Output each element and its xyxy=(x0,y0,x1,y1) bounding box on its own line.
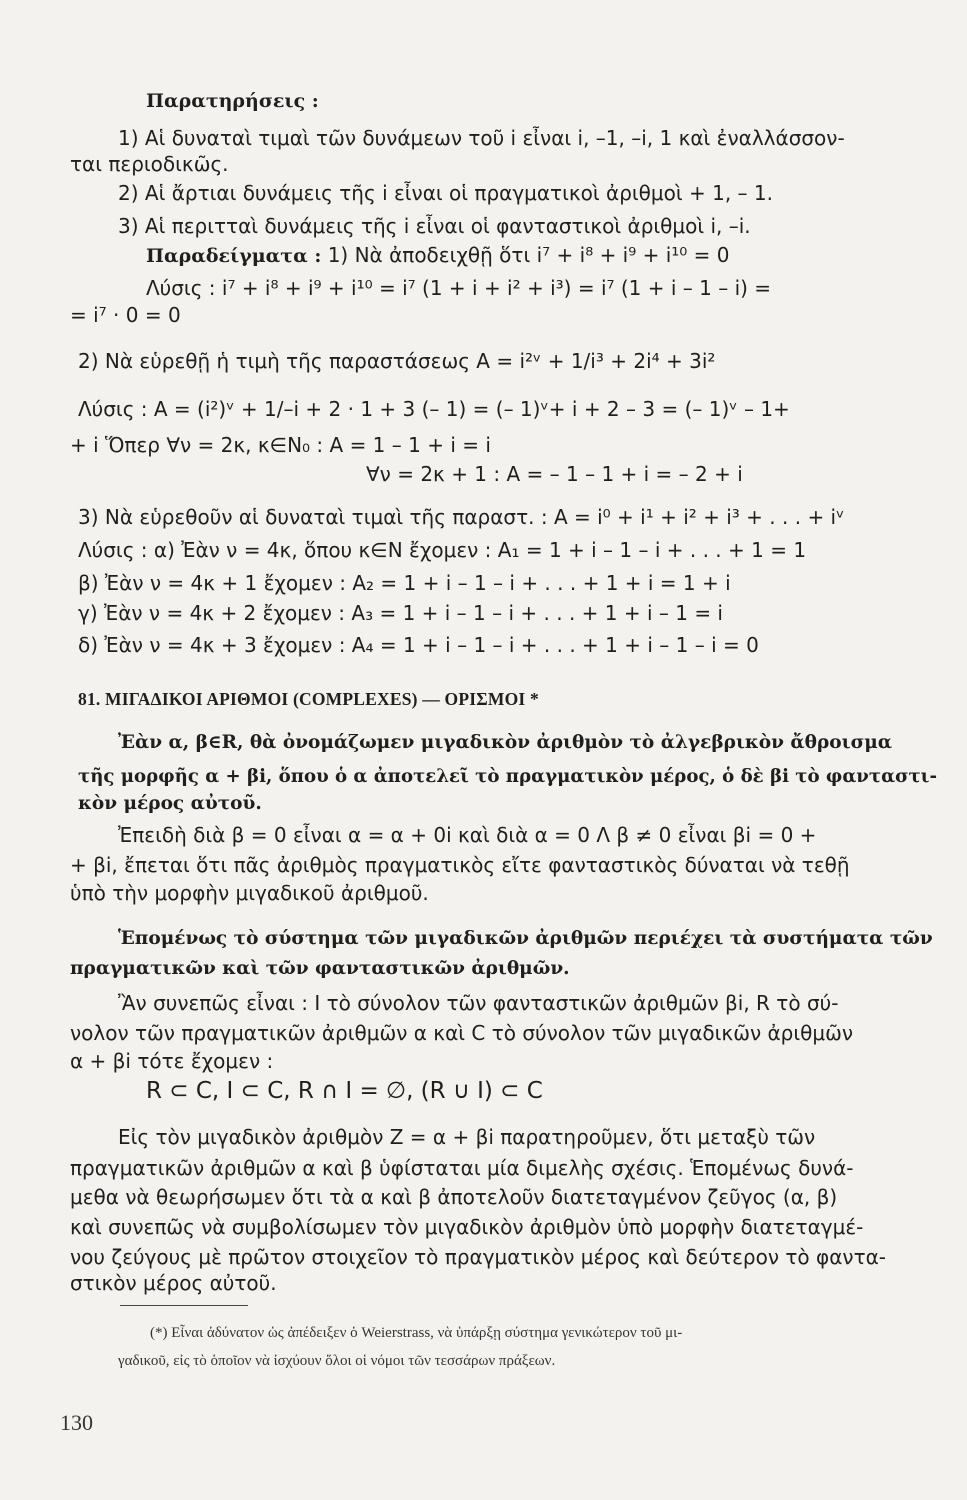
solution-line: + i Ὅπερ ∀ν = 2κ, κ∈N₀ : A = 1 – 1 + i = i xyxy=(70,433,491,457)
examples-heading: Παραδείγματα : xyxy=(146,245,322,267)
definition-line: τῆς μορφῆς α + βi, ὅπου ὁ α ἀποτελεῖ τὸ πραγματικὸν μέρος, ὁ δὲ βi τὸ φανταστι- xyxy=(78,766,937,787)
examples-line xyxy=(146,242,730,269)
solution-line: γ) Ἐὰν ν = 4κ + 2 ἔχομεν : A₃ = 1 + i – 1 – i + . . . + 1 + i – 1 = i xyxy=(78,601,723,625)
text-line: 2) Αἱ ἄρτιαι δυνάμεις τῆς i εἶναι οἱ πραγματικοὶ ἀριθμοὶ + 1, – 1. xyxy=(118,181,773,205)
footnote-divider xyxy=(120,1305,248,1306)
text-line: καὶ συνεπῶς νὰ συμβολίσωμεν τὸν μιγαδικὸν ἀριθμὸν ὑπὸ μορφὴν διατεταγμέ- xyxy=(70,1215,864,1239)
text-line: Ἐπειδὴ διὰ β = 0 εἶναι α = α + 0i καὶ διὰ α = 0 Λ β ≠ 0 εἶναι βi = 0 + xyxy=(118,823,817,847)
example-3-statement: 3) Νὰ εὑρεθοῦν αἱ δυναταὶ τιμαὶ τῆς παραστ. : A = i⁰ + i¹ + i² + i³ + . . . + iᵛ xyxy=(78,505,845,529)
solution-line: Λύσις : α) Ἐὰν ν = 4κ, ὅπου κ∈N ἔχομεν : A₁ = 1 + i – 1 – i + . . . + 1 = 1 xyxy=(78,538,807,562)
text-line: + βi, ἔπεται ὅτι πᾶς ἀριθμὸς πραγματικὸς εἴτε φανταστικὸς δύναται νὰ τεθῇ xyxy=(70,853,850,877)
text-line: μεθα νὰ θεωρήσωμεν ὅτι τὰ α καὶ β ἀποτελοῦν διατεταγμένον ζεῦγος (α, β) xyxy=(70,1185,838,1209)
footnote-line: (*) Εἶναι ἀδύνατον ὡς ἀπέδειξεν ὁ Weierstrass, νὰ ὑπάρξῃ σύστημα γενικώτερον τοῦ μι- xyxy=(150,1325,683,1341)
text-line: ὑπὸ τὴν μορφὴν μιγαδικοῦ ἀριθμοῦ. xyxy=(70,881,429,905)
page-number: 130 xyxy=(60,1410,93,1435)
example-2-statement: 2) Νὰ εὑρεθῇ ἡ τιμὴ τῆς παραστάσεως A = i²ᵛ + 1/i³ + 2i⁴ + 3i² xyxy=(78,349,716,373)
set-relations-formula: R ⊂ C, I ⊂ C, R ∩ I = ∅, (R ∪ I) ⊂ C xyxy=(146,1078,543,1104)
emphasis-line: πραγματικῶν καὶ τῶν φανταστικῶν ἀριθμῶν. xyxy=(70,958,570,979)
text-line: 1) Αἱ δυναταὶ τιμαὶ τῶν δυνάμεων τοῦ i εἶναι i, –1, –i, 1 καὶ ἐναλλάσσον- xyxy=(118,126,845,150)
text-line: Εἰς τὸν μιγαδικὸν ἀριθμὸν Z = α + βi παρατηροῦμεν, ὅτι μεταξὺ τῶν xyxy=(118,1125,816,1149)
example-1-statement: 1) Νὰ ἀποδειχθῇ ὅτι i⁷ + i⁸ + i⁹ + i¹⁰ = 0 xyxy=(321,243,730,267)
observations-heading: Παρατηρήσεις : xyxy=(146,90,319,112)
solution-line: δ) Ἐὰν ν = 4κ + 3 ἔχομεν : A₄ = 1 + i – 1 – i + . . . + 1 + i – 1 – i = 0 xyxy=(78,633,759,657)
definition-line: Ἐὰν α, β∈R, θὰ ὀνομάζωμεν μιγαδικὸν ἀριθμὸν τὸ ἀλγεβρικὸν ἄθροισμα xyxy=(118,732,892,753)
text-line: στικὸν μέρος αὐτοῦ. xyxy=(70,1271,277,1295)
solution-line: ∀ν = 2κ + 1 : A = – 1 – 1 + i = – 2 + i xyxy=(366,462,743,486)
text-line: α + βi τότε ἔχομεν : xyxy=(70,1049,274,1073)
text-line: νολον τῶν πραγματικῶν ἀριθμῶν α καὶ C τὸ σύνολον τῶν μιγαδικῶν ἀριθμῶν xyxy=(70,1021,854,1045)
solution-line: Λύσις : A = (i²)ᵛ + 1/–i + 2 · 1 + 3 (– 1) = (– 1)ᵛ+ i + 2 – 3 = (– 1)ᵛ – 1+ xyxy=(78,397,790,421)
definition-line: κὸν μέρος αὐτοῦ. xyxy=(78,793,262,814)
text-line: Ἂν συνεπῶς εἶναι : I τὸ σύνολον τῶν φανταστικῶν ἀριθμῶν βi, R τὸ σύ- xyxy=(118,991,839,1015)
text-line: ται περιοδικῶς. xyxy=(70,152,229,176)
footnote-line: γαδικοῦ, εἰς τὸ ὁποῖον νὰ ἰσχύουν ὅλοι οἱ νόμοι τῶν τεσσάρων πράξεων. xyxy=(118,1353,556,1369)
text-line: πραγματικῶν ἀριθμῶν α καὶ β ὑφίσταται μία διμελὴς σχέσις. Ἑπομένως δυνά- xyxy=(70,1156,854,1180)
section-heading: 81. ΜΙΓΑΔΙΚΟΙ ΑΡΙΘΜΟΙ (COMPLEXES) — ΟΡΙΣΜΟΙ * xyxy=(78,689,539,709)
emphasis-line: Ἑπομένως τὸ σύστημα τῶν μιγαδικῶν ἀριθμῶν περιέχει τὰ συστήματα τῶν xyxy=(118,928,933,949)
solution-line: Λύσις : i⁷ + i⁸ + i⁹ + i¹⁰ = i⁷ (1 + i + i² + i³) = i⁷ (1 + i – 1 – i) = xyxy=(146,276,772,300)
solution-line: β) Ἐὰν ν = 4κ + 1 ἔχομεν : A₂ = 1 + i – 1 – i + . . . + 1 + i = 1 + i xyxy=(78,571,731,595)
solution-line: = i⁷ · 0 = 0 xyxy=(70,303,181,327)
text-line: 3) Αἱ περιτταὶ δυνάμεις τῆς i εἶναι οἱ φανταστικοὶ ἀριθμοὶ i, –i. xyxy=(118,214,751,238)
text-line: νου ζεύγους μὲ πρῶτον στοιχεῖον τὸ πραγματικὸν μέρος καὶ δεύτερον τὸ φαντα- xyxy=(70,1245,887,1269)
